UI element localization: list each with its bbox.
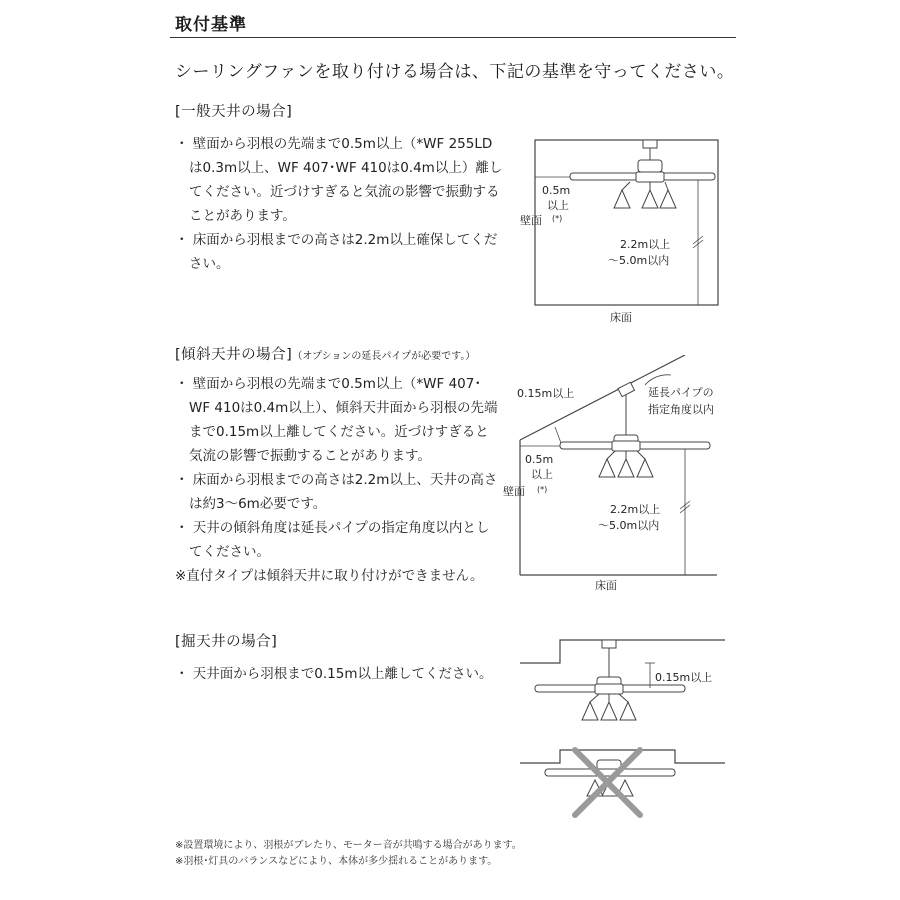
page-title: 取付基準 bbox=[175, 15, 247, 35]
bullet-text: ・ 天井の傾斜角度は延長パイプの指定角度以内としてください。 bbox=[175, 520, 490, 560]
bullet-text: ・ 天井面から羽根まで0.15m以上離してください。 bbox=[175, 666, 493, 682]
pipe-angle-line1: 延長パイプの bbox=[648, 386, 714, 399]
gap-marker bbox=[555, 427, 561, 443]
distance-value: 0.5m bbox=[542, 184, 571, 197]
section-recessed-heading: [掘天井の場合] bbox=[175, 634, 278, 650]
bullet-text: ・ 床面から羽根までの高さは2.2m以上確保してください。 bbox=[175, 232, 498, 272]
section-general-heading: [一般天井の場合] bbox=[175, 104, 293, 120]
section-sloped-title: [傾斜天井の場合] bbox=[175, 347, 293, 363]
room-outline bbox=[535, 140, 718, 305]
distance-note: (*) bbox=[552, 214, 563, 223]
title-divider bbox=[170, 37, 736, 38]
height-line2: ～5.0m以内 bbox=[608, 254, 670, 267]
diagram-recessed-ceiling bbox=[515, 635, 740, 830]
section-sloped-note: （オプションの延長パイプが必要です。） bbox=[292, 351, 476, 362]
footnotes bbox=[175, 838, 522, 870]
floor-label: 床面 bbox=[610, 311, 632, 324]
bullet-text: ・ 壁面から羽根の先端まで0.5m以上（*WF 407･WF 410は0.4m以上）、傾斜天井面から羽根の先端まで0.15m以上離してください。近づけすぎると気流の影響で振動することがあります。 bbox=[175, 376, 498, 464]
gap-label: 0.15m以上 bbox=[655, 671, 713, 684]
height-line2: ～5.0m以内 bbox=[598, 519, 660, 532]
height-line1: 2.2m以上 bbox=[610, 503, 661, 516]
distance-value: 0.5m bbox=[525, 453, 554, 466]
bullet-text: ・ 床面から羽根までの高さは2.2m以上、天井の高さは約3～6m必要です。 bbox=[175, 472, 498, 512]
height-line1: 2.2m以上 bbox=[620, 238, 671, 251]
ceiling-gap-label: 0.15m以上 bbox=[517, 387, 575, 400]
bullet-text: ・ 壁面から羽根の先端まで0.5m以上（*WF 255LDは0.3m以上、WF 407･WF 410は0.4m以上）離してください。近づけすぎると気流の影響で振動することがあります。 bbox=[175, 136, 503, 224]
diagram-general-ceiling bbox=[500, 120, 740, 330]
sloped-note-text: ※直付タイプは傾斜天井に取り付けができません。 bbox=[175, 568, 484, 584]
intro-text: シーリングファンを取り付ける場合は、下記の基準を守ってください。 bbox=[175, 62, 735, 82]
wall-label: 壁面 bbox=[503, 485, 525, 498]
distance-suffix: 以上 bbox=[531, 468, 553, 481]
section-sloped-heading bbox=[175, 343, 475, 364]
section-sloped-bullets bbox=[175, 372, 500, 588]
footnote: ※設置環境により、羽根がブレたり、モーター音が共鳴する場合があります。 bbox=[175, 840, 522, 851]
diagram-sloped-ceiling bbox=[495, 355, 740, 595]
pipe-angle-line2: 指定角度以内 bbox=[648, 403, 714, 416]
wall-label: 壁面 bbox=[520, 214, 542, 227]
distance-note: (*) bbox=[537, 485, 548, 494]
angle-arc bbox=[645, 375, 671, 385]
ceiling-fan-icon bbox=[570, 140, 715, 208]
section-general-bullets bbox=[175, 132, 505, 276]
distance-suffix: 以上 bbox=[547, 199, 569, 212]
floor-label: 床面 bbox=[595, 579, 617, 592]
recessed-ceiling-line bbox=[520, 640, 725, 663]
section-recessed-bullets bbox=[175, 662, 505, 686]
footnote: ※羽根･灯具のバランスなどにより、本体が多少揺れることがあります。 bbox=[175, 856, 498, 867]
incorrect-ceiling-line bbox=[520, 750, 725, 763]
